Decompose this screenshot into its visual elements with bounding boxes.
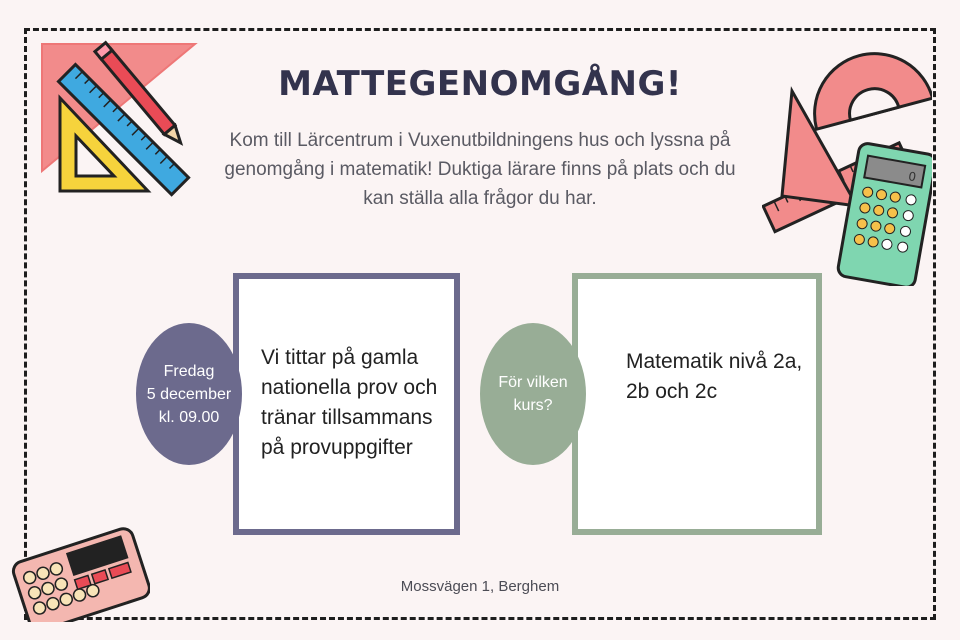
date-time: kl. 09.00 bbox=[158, 408, 220, 426]
date-badge bbox=[136, 323, 242, 465]
date-date: 5 december bbox=[146, 385, 232, 403]
intro-text: Kom till Lärcentrum i Vuxenutbildningens hus och lyssna på genomgång i matematik! Duktiga lärare finns på plats och du kan ställa alla frågor du har. bbox=[224, 130, 736, 209]
address: Mossvägen 1, Berghem bbox=[400, 578, 560, 595]
date-day: Fredag bbox=[163, 362, 215, 380]
pink-calculator-icon bbox=[11, 526, 150, 622]
event-description: Vi tittar på gamla nationella prov och tränar tillsammans på provuppgifter bbox=[261, 346, 438, 459]
event-description-box bbox=[233, 273, 460, 535]
calculator-display: 0 bbox=[907, 169, 918, 185]
course-question-badge bbox=[480, 323, 586, 465]
course-answer: Matematik nivå 2a, 2b och 2c bbox=[626, 350, 803, 403]
page-title: MATTEGENOMGÅNG! bbox=[278, 64, 682, 104]
calculator-bottom-left bbox=[10, 522, 150, 622]
course-question-line-2: kurs? bbox=[513, 397, 553, 414]
course-answer-box bbox=[572, 273, 822, 535]
course-question-line-1: För vilken bbox=[498, 374, 568, 391]
